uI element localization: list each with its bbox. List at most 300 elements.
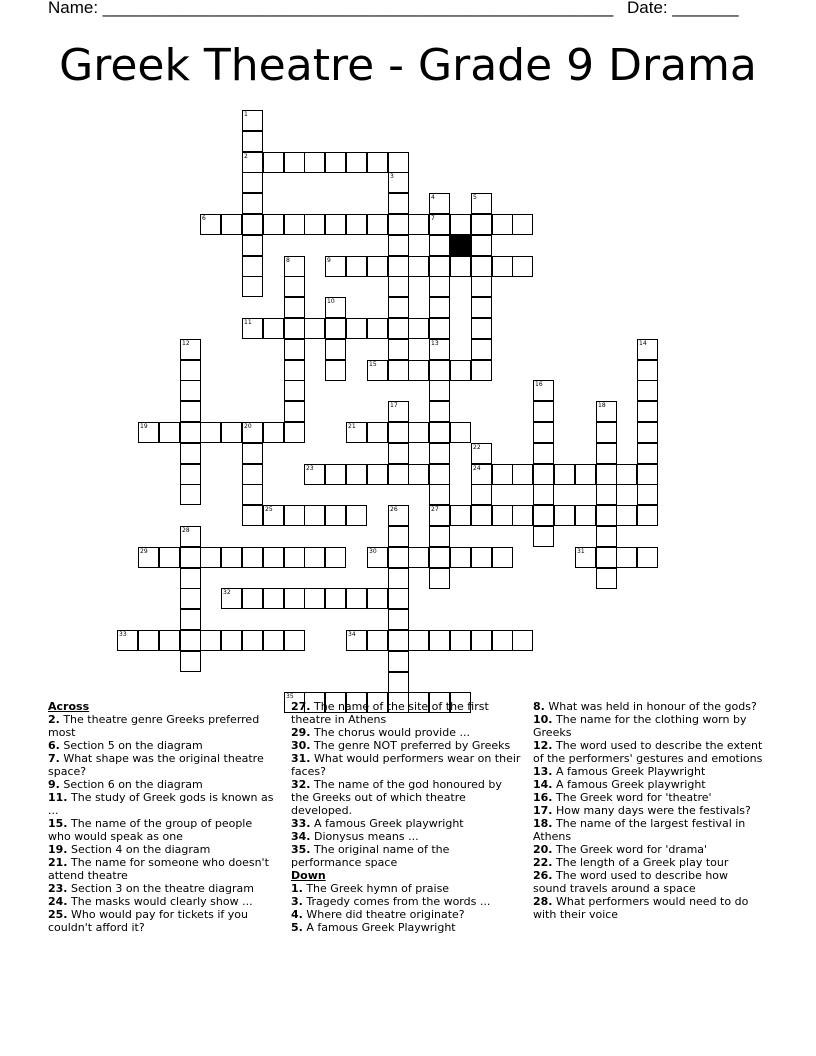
grid-cell[interactable] [242, 630, 263, 651]
clue-number: 22. [533, 856, 553, 869]
grid-cell[interactable] [325, 588, 346, 609]
grid-cell[interactable] [533, 401, 554, 422]
grid-cell[interactable] [263, 214, 284, 235]
grid-cell[interactable] [429, 297, 450, 318]
clue-number: 1. [291, 882, 303, 895]
clue-number: 34 [348, 631, 356, 638]
grid-cell[interactable] [429, 214, 450, 235]
grid-cell[interactable] [242, 214, 263, 235]
grid-cell[interactable] [284, 318, 305, 339]
grid-cell[interactable] [429, 401, 450, 422]
clue-text: What shape was the original theatre space? [48, 752, 264, 778]
grid-cell[interactable] [471, 318, 492, 339]
grid-cell[interactable] [533, 443, 554, 464]
grid-cell[interactable] [325, 505, 346, 526]
grid-cell[interactable] [304, 464, 325, 485]
grid-cell[interactable] [242, 131, 263, 152]
clue-text: What performers would need to do with their voice [533, 895, 749, 921]
grid-cell[interactable] [242, 422, 263, 443]
clue-number: 9. [48, 778, 60, 791]
grid-cell[interactable] [554, 464, 575, 485]
clue-text: The Greek word for 'theatre' [552, 791, 712, 804]
grid-cell[interactable] [471, 484, 492, 505]
grid-cell[interactable] [304, 547, 325, 568]
grid-cell[interactable] [429, 318, 450, 339]
grid-cell[interactable] [492, 214, 513, 235]
grid-cell[interactable] [180, 609, 201, 630]
grid-cell[interactable] [159, 547, 180, 568]
grid-cell[interactable] [388, 526, 409, 547]
grid-cell[interactable] [471, 339, 492, 360]
grid-cell[interactable] [284, 505, 305, 526]
grid-cell[interactable] [596, 484, 617, 505]
clue [533, 778, 763, 791]
grid-cell[interactable] [471, 276, 492, 297]
grid-cell[interactable] [304, 588, 325, 609]
grid-cell[interactable] [159, 630, 180, 651]
grid-cell[interactable] [263, 588, 284, 609]
grid-cell[interactable] [367, 152, 388, 173]
grid-cell[interactable] [346, 588, 367, 609]
grid-cell[interactable] [180, 401, 201, 422]
grid-cell[interactable] [367, 588, 388, 609]
grid-cell[interactable] [492, 505, 513, 526]
clue-number: 27. [291, 700, 311, 713]
black-cell [450, 235, 471, 256]
grid-cell[interactable] [450, 505, 471, 526]
grid-cell[interactable] [284, 152, 305, 173]
clue-number: 12. [533, 739, 553, 752]
clue-number: 2 [244, 153, 248, 160]
clue-number: 7 [431, 215, 435, 222]
grid-cell[interactable] [180, 568, 201, 589]
grid-cell[interactable] [180, 360, 201, 381]
grid-cell[interactable] [533, 484, 554, 505]
clue-number: 3 [390, 173, 394, 180]
grid-cell[interactable] [325, 256, 346, 277]
grid-cell[interactable] [388, 276, 409, 297]
grid-cell[interactable] [512, 256, 533, 277]
grid-cell[interactable] [616, 547, 637, 568]
clue-number: 11. [48, 791, 68, 804]
clue-number: 20. [533, 843, 553, 856]
grid-cell[interactable] [492, 630, 513, 651]
grid-cell[interactable] [325, 318, 346, 339]
grid-cell[interactable] [221, 630, 242, 651]
grid-cell[interactable] [471, 214, 492, 235]
grid-cell[interactable] [325, 297, 346, 318]
grid-cell[interactable] [200, 214, 221, 235]
grid-cell[interactable] [284, 297, 305, 318]
grid-cell[interactable] [242, 235, 263, 256]
clue-text: The chorus would provide ... [310, 726, 470, 739]
grid-cell[interactable] [388, 339, 409, 360]
grid-cell[interactable] [117, 630, 138, 651]
grid-cell[interactable] [346, 630, 367, 651]
grid-cell[interactable] [346, 505, 367, 526]
grid-cell[interactable] [408, 630, 429, 651]
clue [48, 791, 278, 817]
grid-cell[interactable] [471, 256, 492, 277]
grid-cell[interactable] [284, 256, 305, 277]
grid-cell[interactable] [471, 360, 492, 381]
grid-cell[interactable] [367, 256, 388, 277]
grid-cell[interactable] [221, 214, 242, 235]
grid-cell[interactable] [200, 422, 221, 443]
grid-cell[interactable] [637, 401, 658, 422]
grid-cell[interactable] [263, 547, 284, 568]
grid-cell[interactable] [180, 484, 201, 505]
clue-text: The genre NOT preferred by Greeks [310, 739, 511, 752]
grid-cell[interactable] [450, 214, 471, 235]
grid-cell[interactable] [367, 547, 388, 568]
clue-number: 32 [223, 589, 231, 596]
grid-cell[interactable] [180, 651, 201, 672]
grid-cell[interactable] [304, 152, 325, 173]
grid-cell[interactable] [388, 214, 409, 235]
grid-cell[interactable] [408, 214, 429, 235]
clue-number: 4. [291, 908, 303, 921]
grid-cell[interactable] [471, 547, 492, 568]
clue [291, 817, 521, 830]
clue-number: 34. [291, 830, 311, 843]
grid-cell[interactable] [304, 214, 325, 235]
grid-cell[interactable] [637, 505, 658, 526]
grid-cell[interactable] [325, 339, 346, 360]
grid-cell[interactable] [616, 464, 637, 485]
grid-cell[interactable] [346, 214, 367, 235]
grid-cell[interactable] [388, 152, 409, 173]
grid-cell[interactable] [284, 214, 305, 235]
grid-cell[interactable] [408, 360, 429, 381]
grid-cell[interactable] [284, 360, 305, 381]
clue-text: The study of Greek gods is known as ... [48, 791, 274, 817]
grid-cell[interactable] [242, 256, 263, 277]
grid-cell[interactable] [429, 484, 450, 505]
grid-cell[interactable] [388, 505, 409, 526]
grid-cell[interactable] [138, 422, 159, 443]
grid-cell[interactable] [367, 464, 388, 485]
clue [291, 921, 521, 934]
grid-cell[interactable] [637, 422, 658, 443]
grid-cell[interactable] [325, 464, 346, 485]
grid-cell[interactable] [388, 568, 409, 589]
grid-cell[interactable] [180, 588, 201, 609]
grid-cell[interactable] [512, 464, 533, 485]
grid-cell[interactable] [180, 380, 201, 401]
grid-cell[interactable] [284, 401, 305, 422]
clue-text: What would performers wear on their faces? [291, 752, 521, 778]
grid-cell[interactable] [533, 422, 554, 443]
grid-cell[interactable] [180, 339, 201, 360]
clue-text: The theatre genre Greeks preferred most [48, 713, 260, 739]
grid-cell[interactable] [200, 630, 221, 651]
grid-cell[interactable] [512, 505, 533, 526]
grid-cell[interactable] [284, 547, 305, 568]
grid-cell[interactable] [180, 547, 201, 568]
grid-cell[interactable] [221, 588, 242, 609]
grid-cell[interactable] [242, 172, 263, 193]
grid-cell[interactable] [242, 484, 263, 505]
grid-cell[interactable] [180, 464, 201, 485]
grid-cell[interactable] [637, 443, 658, 464]
grid-cell[interactable] [637, 484, 658, 505]
grid-cell[interactable] [533, 526, 554, 547]
clue-text: The name for someone who doesn't attend theatre [48, 856, 269, 882]
clue [48, 739, 278, 752]
grid-cell[interactable] [242, 547, 263, 568]
grid-cell[interactable] [429, 422, 450, 443]
grid-cell[interactable] [242, 588, 263, 609]
grid-cell[interactable] [388, 297, 409, 318]
grid-cell[interactable] [242, 193, 263, 214]
grid-cell[interactable] [180, 630, 201, 651]
clue [533, 869, 763, 895]
grid-cell[interactable] [346, 464, 367, 485]
grid-cell[interactable] [346, 256, 367, 277]
grid-cell[interactable] [408, 256, 429, 277]
clue-column-3 [533, 700, 763, 921]
grid-cell[interactable] [429, 235, 450, 256]
grid-cell[interactable] [284, 630, 305, 651]
grid-cell[interactable] [284, 422, 305, 443]
grid-cell[interactable] [388, 401, 409, 422]
grid-cell[interactable] [325, 547, 346, 568]
grid-cell[interactable] [138, 547, 159, 568]
grid-cell[interactable] [429, 339, 450, 360]
grid-cell[interactable] [492, 256, 513, 277]
grid-cell[interactable] [388, 443, 409, 464]
grid-cell[interactable] [325, 214, 346, 235]
grid-cell[interactable] [492, 547, 513, 568]
grid-cell[interactable] [596, 526, 617, 547]
clue-text: The name of the god honoured by the Greeks out of which theatre developed. [291, 778, 502, 817]
grid-cell[interactable] [637, 464, 658, 485]
grid-cell[interactable] [367, 318, 388, 339]
clue-number: 23. [48, 882, 68, 895]
grid-cell[interactable] [471, 464, 492, 485]
grid-cell[interactable] [471, 235, 492, 256]
grid-cell[interactable] [242, 443, 263, 464]
clue-text: The name of the group of people who would speak as one [48, 817, 253, 843]
grid-cell[interactable] [596, 547, 617, 568]
grid-cell[interactable] [637, 360, 658, 381]
grid-cell[interactable] [180, 422, 201, 443]
grid-cell[interactable] [221, 547, 242, 568]
clue-number: 22 [473, 444, 481, 451]
grid-cell[interactable] [533, 380, 554, 401]
grid-cell[interactable] [408, 422, 429, 443]
clue-text: Section 6 on the diagram [59, 778, 203, 791]
grid-cell[interactable] [242, 152, 263, 173]
grid-cell[interactable] [429, 193, 450, 214]
grid-cell[interactable] [429, 360, 450, 381]
grid-cell[interactable] [512, 630, 533, 651]
grid-cell[interactable] [596, 568, 617, 589]
grid-cell[interactable] [242, 318, 263, 339]
grid-cell[interactable] [180, 443, 201, 464]
grid-cell[interactable] [471, 443, 492, 464]
clue-number: 17. [533, 804, 553, 817]
grid-cell[interactable] [596, 401, 617, 422]
grid-cell[interactable] [346, 152, 367, 173]
grid-cell[interactable] [263, 152, 284, 173]
clue-text: The name for the clothing worn by Greeks [533, 713, 747, 739]
clue-text: A famous Greek Playwright [302, 921, 456, 934]
clue [48, 713, 278, 739]
grid-cell[interactable] [388, 651, 409, 672]
grid-cell[interactable] [180, 526, 201, 547]
grid-cell[interactable] [325, 360, 346, 381]
grid-cell[interactable] [408, 547, 429, 568]
clue [291, 700, 521, 726]
clue [48, 752, 278, 778]
grid-cell[interactable] [512, 214, 533, 235]
clue-number: 27 [431, 506, 439, 513]
grid-cell[interactable] [284, 380, 305, 401]
clue-number: 8. [533, 700, 545, 713]
grid-cell[interactable] [221, 422, 242, 443]
grid-cell[interactable] [325, 152, 346, 173]
grid-cell[interactable] [388, 318, 409, 339]
grid-cell[interactable] [346, 318, 367, 339]
grid-cell[interactable] [637, 380, 658, 401]
clue-number: 29 [140, 548, 148, 555]
clue-number: 10. [533, 713, 553, 726]
across-heading: Across [48, 700, 90, 713]
clue-number: 5 [473, 194, 477, 201]
grid-cell[interactable] [284, 276, 305, 297]
grid-cell[interactable] [575, 505, 596, 526]
grid-cell[interactable] [596, 505, 617, 526]
grid-cell[interactable] [388, 547, 409, 568]
grid-cell[interactable] [388, 588, 409, 609]
clue-text: What was held in honour of the gods? [544, 700, 757, 713]
grid-cell[interactable] [388, 235, 409, 256]
grid-cell[interactable] [304, 318, 325, 339]
grid-cell[interactable] [450, 422, 471, 443]
clue-text: Who would pay for tickets if you couldn't afford it? [48, 908, 248, 934]
grid-cell[interactable] [533, 505, 554, 526]
grid-cell[interactable] [388, 360, 409, 381]
grid-cell[interactable] [367, 422, 388, 443]
clue-number: 26. [533, 869, 553, 882]
grid-cell[interactable] [429, 276, 450, 297]
clue [533, 739, 763, 765]
clue-number: 21. [48, 856, 68, 869]
clue [291, 752, 521, 778]
grid-cell[interactable] [596, 422, 617, 443]
clue-number: 24 [473, 465, 481, 472]
grid-cell[interactable] [429, 380, 450, 401]
grid-cell[interactable] [429, 568, 450, 589]
grid-cell[interactable] [429, 464, 450, 485]
clue [291, 830, 521, 843]
grid-cell[interactable] [492, 464, 513, 485]
grid-cell[interactable] [388, 172, 409, 193]
grid-cell[interactable] [429, 443, 450, 464]
clue-text: Dionysus means ... [310, 830, 419, 843]
grid-cell[interactable] [263, 630, 284, 651]
grid-cell[interactable] [450, 360, 471, 381]
grid-cell[interactable] [429, 630, 450, 651]
grid-cell[interactable] [450, 630, 471, 651]
grid-cell[interactable] [388, 609, 409, 630]
grid-cell[interactable] [388, 672, 409, 693]
clue-number: 13. [533, 765, 553, 778]
grid-cell[interactable] [450, 256, 471, 277]
grid-cell[interactable] [200, 547, 221, 568]
grid-cell[interactable] [429, 505, 450, 526]
clue-number: 25. [48, 908, 68, 921]
grid-cell[interactable] [388, 256, 409, 277]
grid-cell[interactable] [554, 505, 575, 526]
clue-number: 7. [48, 752, 60, 765]
grid-cell[interactable] [242, 276, 263, 297]
clue-number: 26 [390, 506, 398, 513]
grid-cell[interactable] [637, 547, 658, 568]
clue-number: 19. [48, 843, 68, 856]
grid-cell[interactable] [533, 464, 554, 485]
grid-cell[interactable] [242, 110, 263, 131]
grid-cell[interactable] [388, 464, 409, 485]
grid-cell[interactable] [575, 464, 596, 485]
date-field-label: Date: _______ [627, 0, 739, 17]
grid-cell[interactable] [242, 505, 263, 526]
grid-cell[interactable] [429, 256, 450, 277]
grid-cell[interactable] [388, 422, 409, 443]
clue-number: 5. [291, 921, 303, 934]
grid-cell[interactable] [388, 193, 409, 214]
grid-cell[interactable] [575, 547, 596, 568]
grid-cell[interactable] [471, 630, 492, 651]
grid-cell[interactable] [367, 630, 388, 651]
grid-cell[interactable] [637, 339, 658, 360]
grid-cell[interactable] [346, 422, 367, 443]
grid-cell[interactable] [471, 193, 492, 214]
grid-cell[interactable] [429, 526, 450, 547]
grid-cell[interactable] [263, 422, 284, 443]
grid-cell[interactable] [388, 630, 409, 651]
grid-cell[interactable] [367, 360, 388, 381]
grid-cell[interactable] [616, 505, 637, 526]
grid-cell[interactable] [284, 588, 305, 609]
grid-cell[interactable] [138, 630, 159, 651]
clue-number: 35 [286, 693, 294, 700]
grid-cell[interactable] [450, 547, 471, 568]
grid-cell[interactable] [429, 547, 450, 568]
clue [291, 726, 521, 739]
grid-cell[interactable] [284, 339, 305, 360]
grid-cell[interactable] [471, 297, 492, 318]
grid-cell[interactable] [596, 443, 617, 464]
grid-cell[interactable] [408, 464, 429, 485]
name-field-label: Name: ______________________________________________________ [48, 0, 614, 17]
grid-cell[interactable] [596, 464, 617, 485]
grid-cell[interactable] [263, 505, 284, 526]
clue [533, 817, 763, 843]
clue-number: 17 [390, 402, 398, 409]
clue-number: 6. [48, 739, 60, 752]
grid-cell[interactable] [408, 318, 429, 339]
grid-cell[interactable] [304, 505, 325, 526]
clue-column-2 [291, 700, 521, 934]
grid-cell[interactable] [471, 505, 492, 526]
grid-cell[interactable] [367, 214, 388, 235]
grid-cell[interactable] [159, 422, 180, 443]
grid-cell[interactable] [263, 318, 284, 339]
grid-cell[interactable] [242, 464, 263, 485]
